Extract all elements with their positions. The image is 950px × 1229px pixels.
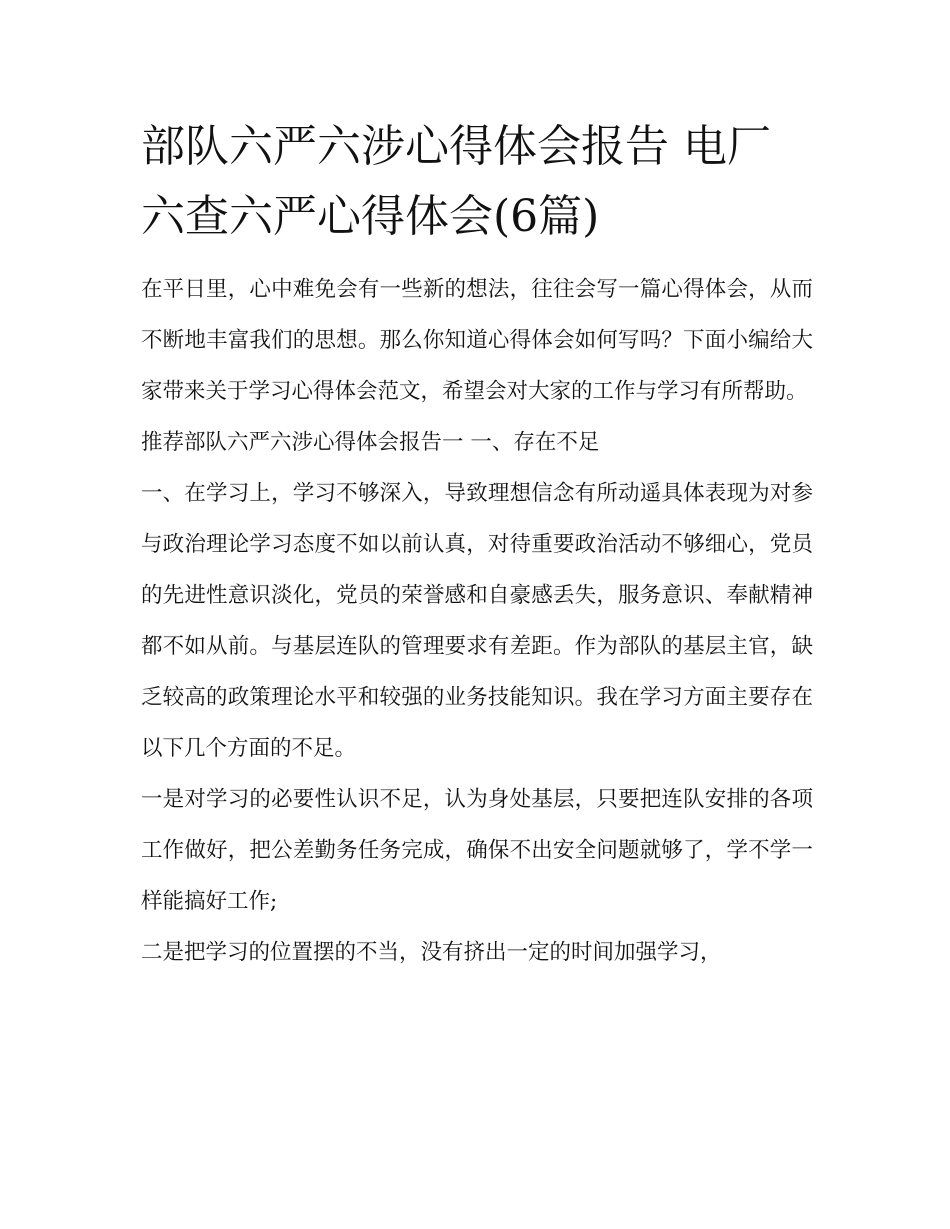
document-body [141,112,813,978]
paragraph-point-two: 二是把学习的位置摆的不当，没有挤出一定的时间加强学习， [141,940,722,965]
paragraph-point-one: 一是对学习的必要性认识不足，认为身处基层，只要把连队安排的各项工作做好，把公差勤务任务完成，确保不出安全问题就够了，学不学一样能搞好工作; [141,787,813,914]
paragraph-section-heading: 推荐部队六严六涉心得体会报告一 一、存在不足 [141,430,600,455]
document-title: 部队六严六涉心得体会报告 电厂六查六严心得体会(6篇) [141,121,771,242]
paragraph-intro: 在平日里，心中难免会有一些新的想法，往往会写一篇心得体会，从而不断地丰富我们的思想。那么你知道心得体会如何写吗？下面小编给大家带来关于学习心得体会范文，希望会对大家的工作与学习有所帮助。 [141,277,813,404]
paragraph-study-shortcomings: 一、在学习上，学习不够深入，导致理想信念有所动遥具体表现为对参与政治理论学习态度不如以前认真，对待重要政治活动不够细心，党员的先进性意识淡化，党员的荣誉感和自豪感丢失，服务意识、奉献精神都不如从前。与基层连队的管理要求有差距。作为部队的基层主官，缺乏较高的政策理论水平和较强的业务技能知识。我在学习方面主要存在以下几个方面的不足。 [141,481,813,761]
